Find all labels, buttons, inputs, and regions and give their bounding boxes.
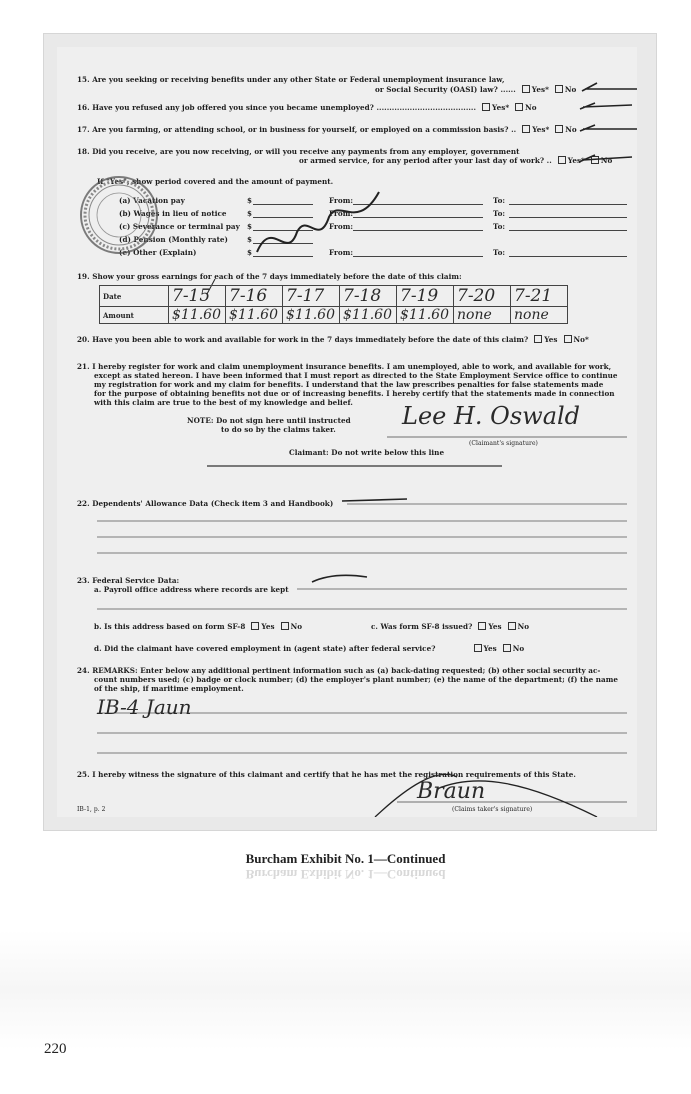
q17-text: 17. Are you farming, or attending school, or in business for yourself, or employed on a commission basis? .. Yes* No [77,125,577,134]
q23-b: b. Is this address based on form SF-8 Yes No [94,622,303,631]
table-row [100,307,568,324]
q23-b-no-checkbox[interactable] [281,622,289,630]
date-cell: 7-21 [514,286,553,306]
dollar-sign: $ [247,222,253,231]
q21-note-2: to do so by the claims taker. [221,425,336,434]
date-cell: 7-19 [400,286,439,306]
exhibit-caption: Burcham Exhibit No. 1—Continued [245,851,446,866]
page-shading [0,930,691,1050]
q23-d-no-checkbox[interactable] [503,644,511,652]
q18-row-e-from: From: [329,248,354,257]
q21-line-1: 21. I hereby register for work and claim unemployment insurance benefits. I am unemployed, able to work, and available for work, [77,362,612,371]
date-cell: 7-15 [172,286,211,306]
form-id: IB-1, p. 2 [77,806,106,813]
q22-text: 22. Dependents' Allowance Data (Check item 3 and Handbook) [77,499,334,508]
exhibit-caption-bleedthrough: Burcham Exhibit No. 1—Continued [245,867,446,882]
claims-taker-signature: Braun [417,779,486,804]
circular-stamp-icon [81,177,157,253]
q24-line-2: count numbers used; (c) badge or clock number; (d) the employer's plant number; (e) the name of the department; (f) the name [94,675,619,684]
q21-line-5: with this claim are true to the best of my knowledge and belief. [94,398,353,407]
dollar-sign: $ [247,196,253,205]
divider-heading: Claimant: Do not write below this line [289,448,445,457]
date-cell: 7-16 [229,286,268,306]
q25-text: 25. I hereby witness the signature of this claimant and certify that he has met the registration requirements of this State. [77,770,576,779]
q18-text: 18. Did you receive, are you now receiving, or will you receive any payments from any employer, government [77,147,520,156]
q18-text-cont: or armed service, for any period after your last day of work? .. Yes* No [299,156,613,165]
q23-b-yes-checkbox[interactable] [251,622,259,630]
date-cell: 7-17 [286,286,325,306]
q18-intro: If "Yes", show period covered and the amount of payment. [97,177,334,186]
amount-cell: none [457,307,492,323]
dollar-sign: $ [247,235,253,244]
amount-cell: $11.60 [400,307,449,323]
q21-line-4: for the purpose of obtaining benefits not due or of increasing benefits. I hereby certify that the statements made in connection [94,389,615,398]
q18-row-b-from: From: [329,209,354,218]
q24-line-1: 24. REMARKS: Enter below any additional pertinent information such as (a) back-dating requested; (b) other social security ac- [77,666,601,675]
q23-d-yes-checkbox[interactable] [474,644,482,652]
q18-row-d-label: (d) Pension (Monthly rate) [119,235,229,244]
dollar-sign: $ [247,209,253,218]
scanned-form-page [43,33,657,831]
q18-row-c-label: (c) Severance or terminal pay [119,222,240,231]
q18-row-a-label: (a) Vacation pay [119,196,185,205]
table-row [100,286,568,307]
q21-line-2: except as stated hereon. I have been informed that I must report as directed to the State Employment Service office to continue [94,371,618,380]
q18-row-e-to: To: [493,248,506,257]
q20-yes-checkbox[interactable] [534,335,542,343]
q15-text: 15. Are you seeking or receiving benefits under any other State or Federal unemployment insurance law, [77,75,505,84]
q23-c-no-checkbox[interactable] [508,622,516,630]
date-cell: 7-18 [343,286,382,306]
date-row-header: Date [100,286,169,307]
q23-d: d. Did the claimant have covered employment in (agent state) after federal service? Yes No [94,644,525,653]
claimant-signature: Lee H. Oswald [402,402,581,430]
q23-text: 23. Federal Service Data: [77,576,180,585]
amount-cell: $11.60 [172,307,221,323]
earnings-table [99,285,568,324]
remarks-handwriting: IB-4 Jaun [97,695,192,719]
claims-taker-signature-label: (Claims taker's signature) [452,806,533,813]
q18-row-a-from: From: [329,196,354,205]
q20-text: 20. Have you been able to work and available for work in the 7 days immediately before the date of this claim? Yes No* [77,335,589,344]
amount-cell: $11.60 [229,307,278,323]
amount-cell: $11.60 [286,307,335,323]
q21-line-3: my registration for work and my claim for benefits. I understand that the law prescribes penalties for false statements made [94,380,604,389]
q23-a: a. Payroll office address where records are kept [94,585,289,594]
claim-form [57,47,637,817]
page-number: 220 [44,1041,67,1057]
q18-row-c-from: From: [329,222,354,231]
q16-text: 16. Have you refused any job offered you since you became unemployed? ....................................... Yes* No [77,103,537,112]
date-cell: 7-20 [457,286,496,306]
q18-row-b-to: To: [493,209,506,218]
q18-row-a-to: To: [493,196,506,205]
claimant-signature-label: (Claimant's signature) [469,440,538,447]
amount-cell: $11.60 [343,307,392,323]
q18-row-c-to: To: [493,222,506,231]
q23-c: c. Was form SF-8 issued? Yes No [371,622,530,631]
dollar-sign: $ [247,248,253,257]
q18-row-e-label: (e) Other (Explain) [119,248,197,257]
q24-line-3: of the ship, if maritime employment. [94,684,244,693]
amount-cell: none [514,307,549,323]
q23-c-yes-checkbox[interactable] [478,622,486,630]
q15-text-cont: or Social Security (OASI) law? ...... Yes* No [375,85,577,94]
q18-row-b-label: (b) Wages in lieu of notice [119,209,227,218]
amount-row-header: Amount [100,307,169,324]
q19-text: 19. Show your gross earnings for each of the 7 days immediately before the date of this claim: [77,272,462,281]
q21-note: NOTE: Do not sign here until instructed [187,416,351,425]
q20-no-checkbox[interactable] [564,335,572,343]
